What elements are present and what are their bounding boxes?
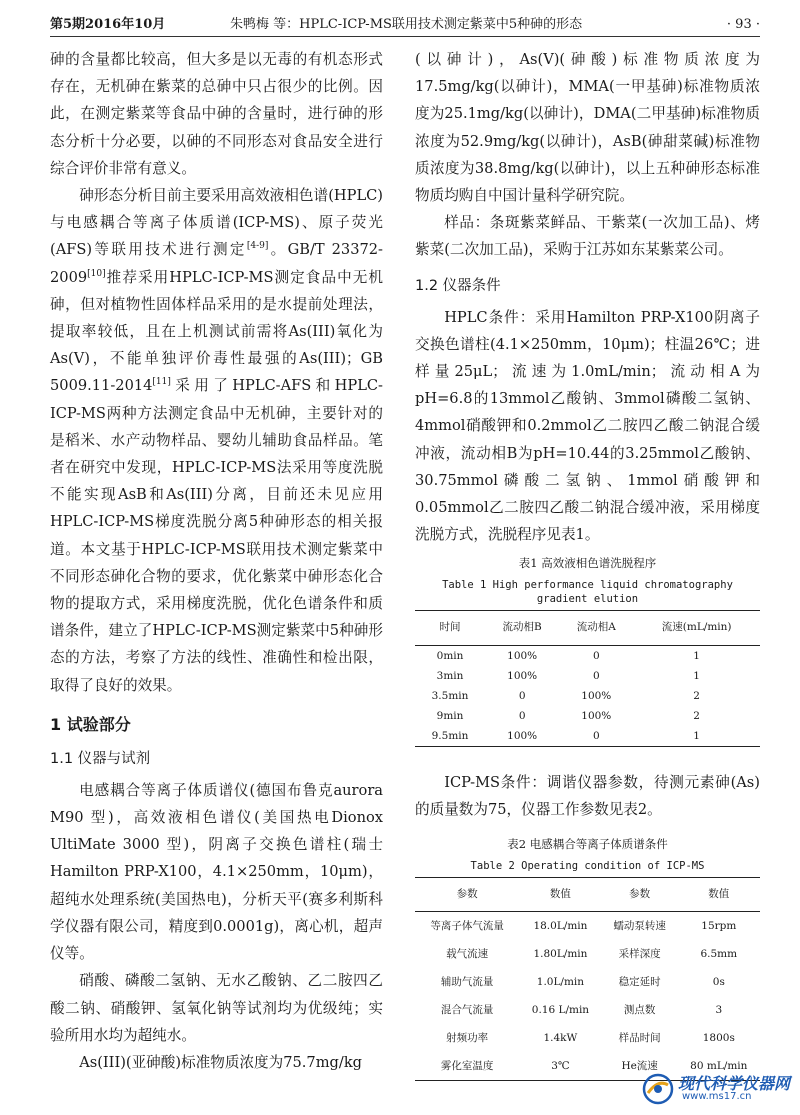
table-cell: 2 xyxy=(693,709,700,722)
table-cell: 射频功率 xyxy=(446,1032,489,1045)
table-row xyxy=(415,726,760,747)
table-cell: 0s xyxy=(712,976,725,989)
table-icpms xyxy=(415,877,760,1081)
table-cell: 100% xyxy=(485,726,559,747)
table-caption-en: Table 1 High performance liquid chromatography gradient elution xyxy=(442,579,733,606)
paragraph: ICP-MS条件：调谐仪器参数，待测元素砷(As)的质量数为75，仪器工作参数见表2。 xyxy=(415,773,760,818)
running-header xyxy=(50,14,760,37)
table-row xyxy=(415,912,760,941)
table-row xyxy=(415,1024,760,1052)
citation: [10] xyxy=(87,268,106,279)
table-cell: 辅助气流量 xyxy=(440,976,494,989)
table-row xyxy=(415,940,760,968)
table-cell: 1.4kW xyxy=(543,1032,578,1045)
page-number: · 93 · xyxy=(726,17,760,32)
citation: [11] xyxy=(152,377,171,388)
right-column xyxy=(415,46,760,1081)
subsection-heading: 1.2 仪器条件 xyxy=(415,277,501,294)
subsection-heading: 1.1 仪器与试剂 xyxy=(50,750,151,767)
watermark-logo-icon xyxy=(642,1073,674,1105)
table-row xyxy=(415,706,760,726)
column-header: 流动相A xyxy=(559,611,633,645)
table-cell: 9.5min xyxy=(415,726,485,747)
table-cell: 1 xyxy=(693,669,700,682)
column-header: 数值 xyxy=(519,878,601,912)
table-row xyxy=(415,996,760,1024)
table-cell: He流速 xyxy=(602,1052,678,1081)
left-column xyxy=(50,46,383,1076)
table-cell: 1 xyxy=(693,649,700,662)
paragraph: 硝酸、磷酸二氢钠、无水乙酸钠、乙二胺四乙酸二钠、硝酸钾、氢氧化钠等试剂均为优级纯；实验所用水均为超纯水。 xyxy=(50,972,383,1044)
table-cell: 3.5min xyxy=(431,689,469,702)
watermark-title: 现代科学仪器网 xyxy=(678,1074,791,1093)
table-cell: 0 xyxy=(592,649,600,662)
table-cell: 0.16 L/min xyxy=(531,1004,590,1017)
table-cell: 载气流速 xyxy=(446,948,489,961)
table-cell: 80 mL/min xyxy=(678,1052,760,1081)
table-row xyxy=(415,686,760,706)
table-cell: 0 xyxy=(518,709,526,722)
table-cell: 100% xyxy=(507,649,538,662)
table-cell: 100% xyxy=(581,709,612,722)
table-cell: 0 xyxy=(559,726,633,747)
table-caption: 表2 电感耦合等离子体质谱条件 xyxy=(507,837,668,852)
running-title: 朱鸭梅 等：HPLC-ICP-MS联用技术测定紫菜中5种砷的形态 xyxy=(230,17,583,32)
table-cell: 蠕动泵转速 xyxy=(613,920,666,933)
table-cell: 等离子体气流量 xyxy=(430,920,504,933)
table-cell: 雾化室温度 xyxy=(415,1052,519,1081)
table-cell: 稳定延时 xyxy=(618,976,661,989)
table-cell: 1800s xyxy=(702,1032,735,1045)
column-header: 时间 xyxy=(415,611,485,645)
table-cell: 3 xyxy=(715,1004,723,1017)
table-cell: 混合气流量 xyxy=(440,1004,494,1017)
table-cell: 1 xyxy=(633,726,760,747)
table-cell: 3min xyxy=(436,669,464,682)
table-cell: 100% xyxy=(507,669,538,682)
table-row xyxy=(415,968,760,996)
column-header: 参数 xyxy=(415,878,519,912)
watermark xyxy=(642,1069,792,1109)
table-row xyxy=(415,645,760,666)
column-header: 参数 xyxy=(602,878,678,912)
table-cell: 0min xyxy=(436,649,464,662)
issue-label: 第5期2016年10月 xyxy=(50,17,166,32)
table-cell: 15rpm xyxy=(701,920,737,933)
table-cell: 采样深度 xyxy=(618,948,661,961)
table-cell: 测点数 xyxy=(623,1004,656,1017)
table-cell: 3℃ xyxy=(519,1052,601,1081)
table-row xyxy=(415,666,760,686)
table-caption: 表1 高效液相色谱洗脱程序 xyxy=(518,556,657,571)
column-header: 流速(mL/min) xyxy=(633,611,760,645)
table-cell: 100% xyxy=(581,689,612,702)
paragraph: As(III)(亚砷酸)标准物质浓度为75.7mg/kg xyxy=(79,1053,362,1071)
paragraph: 砷形态分析目前主要采用高效液相色谱(HPLC)与电感耦合等离子体质谱(ICP-MS)、原子荧光(AFS)等联用技术进行测定[4-9]。GB/T 23372-2009[10]推荐采用HPLC-ICP-MS测定食品中无机砷，但对植物性固体样品采用的是水提前处理法，提取率较低，且在上机测试前需将As(III)氧化为As(V)，不能单独评价毒性最强的As(III)；GB 5009.11-2014[11]采用了HPLC-AFS和HPLC-ICP-MS两种方法测定食品中无机砷，主要针对的是稻米、水产动物样品、婴幼儿辅助食品样品。笔者在研究中发现，HPLC-ICP-MS法采用等度洗脱不能实现AsB和As(III)分离，目前还未见应用HPLC-ICP-MS梯度洗脱分离5种砷形态的相关报道。本文基于HPLC-ICP-MS联用技术测定紫菜中不同形态砷化合物的要求，优化紫菜中砷形态化合物的提取方式，采用梯度洗脱，优化色谱条件和质谱条件，建立了HPLC-ICP-MS测定紫菜中5种砷形态的方法，考察了方法的线性、准确性和检出限，取得了良好的效果。 xyxy=(50,187,383,694)
table-cell: 2 xyxy=(693,689,700,702)
paragraph: 砷的含量都比较高，但大多是以无毒的有机态形式存在，无机砷在紫菜的总砷中只占很少的比例。因此，在测定紫菜等食品中砷的含量时，进行砷的形态分析十分必要，以砷的不同形态对食品安全进行综合评价非常有意义。 xyxy=(50,51,383,177)
citation: [4-9] xyxy=(246,241,269,252)
table-cell: 0 xyxy=(592,669,600,682)
paragraph: (以砷计)，As(V)(砷酸)标准物质浓度为17.5mg/kg(以砷计)，MMA(一甲基砷)标准物质浓度为25.1mg/kg(以砷计)，DMA(二甲基砷)标准物质浓度为52.9mg/kg(以砷计)，AsB(砷甜菜碱)标准物质浓度为38.8mg/kg(以砷计)，以上五种砷形态标准物质均购自中国计量科学研究院。 xyxy=(415,51,760,205)
column-header: 流动相B xyxy=(485,611,559,645)
table-elution xyxy=(415,610,760,746)
table-caption-en: Table 2 Operating condition of ICP-MS xyxy=(470,860,705,873)
column-header: 数值 xyxy=(678,878,760,912)
table-cell: 9min xyxy=(436,709,464,722)
table-cell: 0 xyxy=(518,689,526,702)
section-heading: 1 试验部分 xyxy=(50,714,131,734)
watermark-url: www.ms17.cn xyxy=(682,1091,752,1102)
paragraph: HPLC条件：采用Hamilton PRP-X100阴离子交换色谱柱(4.1×250mm，10μm)；柱温26℃；进样量25μL；流速为1.0mL/min；流动相A为pH=6.8的13mmol乙酸钠、3mmol磷酸二氢钠、4mmol硝酸钾和0.2mmol乙二胺四乙酸二钠混合缓冲液，流动相B为pH=10.44的3.25mmol乙酸钠、30.75mmol磷酸二氢钠、1mmol硝酸钾和0.05mmol乙二胺四乙酸二钠混合缓冲液，采用梯度洗脱方式，洗脱程序见表1。 xyxy=(415,308,760,544)
paragraph: 样品：条斑紫菜鲜品、干紫菜(一次加工品)、烤紫菜(二次加工品)，采购于江苏如东某紫菜公司。 xyxy=(415,214,760,259)
table-cell: 18.0L/min xyxy=(533,920,588,933)
table-cell: 样品时间 xyxy=(618,1032,661,1045)
table-cell: 6.5mm xyxy=(700,948,738,961)
paragraph: 电感耦合等离子体质谱仪(德国布鲁克aurora M90 型)，高效液相色谱仪(美国热电Dionox UltiMate 3000 型)，阴离子交换色谱柱(瑞士Hamilton PRP-X100，4.1×250mm，10μm)，超纯水处理系统(美国热电)，分析天平(赛多利斯科学仪器有限公司，精度到0.0001g)，离心机，超声仪等。 xyxy=(50,781,383,963)
table-cell: 1.80L/min xyxy=(533,948,588,961)
table-cell: 1.0L/min xyxy=(536,976,585,989)
